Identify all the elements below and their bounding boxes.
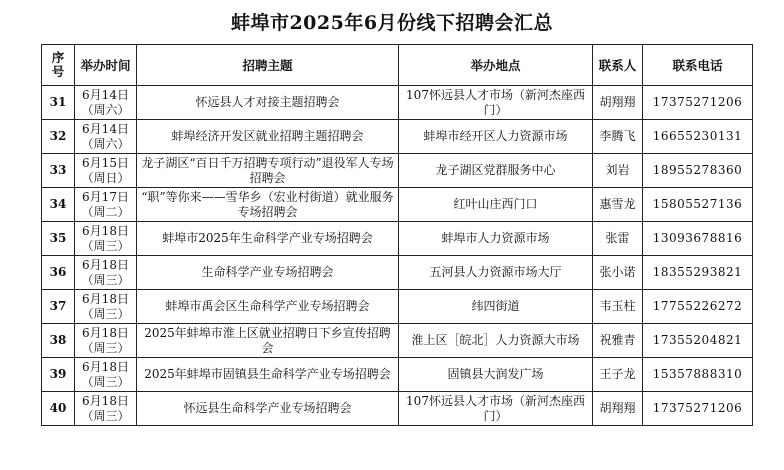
- row-number: 32: [42, 120, 75, 154]
- row-date-day: 6月15日: [82, 155, 129, 170]
- table-row: [42, 222, 753, 256]
- row-contact: 王子龙: [593, 358, 643, 392]
- row-number: 33: [42, 154, 75, 188]
- row-date-weekday: （周三）: [81, 374, 130, 389]
- row-topic: 蚌埠市禹会区生命科学产业专场招聘会: [137, 290, 399, 324]
- row-date-weekday: （周六）: [81, 136, 130, 151]
- row-date-weekday: （周三）: [81, 238, 130, 253]
- row-date-weekday: （周日）: [81, 170, 130, 185]
- row-topic: 怀远县生命科学产业专场招聘会: [137, 392, 399, 426]
- row-place: 红叶山庄西门口: [399, 188, 593, 222]
- header-phone: 联系电话: [643, 45, 753, 86]
- row-number: 31: [42, 86, 75, 120]
- table-row: [42, 392, 753, 426]
- row-phone: 16655230131: [643, 120, 753, 154]
- row-date-day: 6月18日: [82, 291, 129, 306]
- row-contact: 惠雪龙: [593, 188, 643, 222]
- row-contact: 胡翔翔: [593, 86, 643, 120]
- row-date-weekday: （周三）: [81, 340, 130, 355]
- table-row: [42, 256, 753, 290]
- row-number: 40: [42, 392, 75, 426]
- row-date: [75, 120, 137, 154]
- row-date: [75, 154, 137, 188]
- row-date-weekday: （周三）: [81, 306, 130, 321]
- row-topic: 蚌埠市2025年生命科学产业专场招聘会: [137, 222, 399, 256]
- row-place: 龙子湖区党群服务中心: [399, 154, 593, 188]
- row-phone: 15357888310: [643, 358, 753, 392]
- row-place: 蚌埠市人力资源市场: [399, 222, 593, 256]
- row-number: 39: [42, 358, 75, 392]
- row-topic: “职”等你来——雪华乡（宏业村街道）就业服务专场招聘会: [137, 188, 399, 222]
- header-contact: 联系人: [593, 45, 643, 86]
- row-date: [75, 188, 137, 222]
- row-phone: 15805527136: [643, 188, 753, 222]
- row-date-day: 6月18日: [82, 223, 129, 238]
- table-row: [42, 154, 753, 188]
- row-place: 淮上区［皖北］人力资源大市场: [399, 324, 593, 358]
- row-date-day: 6月14日: [82, 121, 129, 136]
- row-date: [75, 222, 137, 256]
- table-row: [42, 290, 753, 324]
- row-phone: 13093678816: [643, 222, 753, 256]
- row-topic: 2025年蚌埠市固镇县生命科学产业专场招聘会: [137, 358, 399, 392]
- row-date: [75, 392, 137, 426]
- table-row: [42, 358, 753, 392]
- job-fair-table: [41, 44, 753, 426]
- row-date-day: 6月18日: [82, 325, 129, 340]
- page-title: 蚌埠市2025年6月份线下招聘会汇总: [230, 12, 554, 34]
- row-phone: 18955278360: [643, 154, 753, 188]
- row-phone: 17375271206: [643, 392, 753, 426]
- row-number: 38: [42, 324, 75, 358]
- row-contact: 韦玉柱: [593, 290, 643, 324]
- row-number: 34: [42, 188, 75, 222]
- table-row: [42, 188, 753, 222]
- row-date-day: 6月18日: [82, 393, 129, 408]
- row-phone: 17375271206: [643, 86, 753, 120]
- row-date: [75, 256, 137, 290]
- row-place: 107怀远县人才市场（新河杰座西门）: [399, 392, 593, 426]
- row-place: 纬四街道: [399, 290, 593, 324]
- table-row: [42, 324, 753, 358]
- row-topic: 生命科学产业专场招聘会: [137, 256, 399, 290]
- row-date: [75, 324, 137, 358]
- row-topic: 龙子湖区“百日千万招聘专项行动”退役军人专场招聘会: [137, 154, 399, 188]
- row-contact: 张小诺: [593, 256, 643, 290]
- table-row: [42, 120, 753, 154]
- row-date-weekday: （周二）: [81, 204, 130, 219]
- row-number: 36: [42, 256, 75, 290]
- row-date-weekday: （周三）: [81, 408, 130, 423]
- row-topic: 怀远县人才对接主题招聘会: [137, 86, 399, 120]
- row-phone: 18355293821: [643, 256, 753, 290]
- header-date: 举办时间: [75, 45, 137, 86]
- row-date-day: 6月17日: [82, 189, 129, 204]
- row-topic: 2025年蚌埠市淮上区就业招聘日下乡宣传招聘会: [137, 324, 399, 358]
- row-date-day: 6月14日: [82, 87, 129, 102]
- row-number: 35: [42, 222, 75, 256]
- row-date-weekday: （周三）: [81, 272, 130, 287]
- table-body: [42, 86, 753, 426]
- header-no: [42, 45, 75, 86]
- row-date-day: 6月18日: [82, 257, 129, 272]
- header-topic: 招聘主题: [137, 45, 399, 86]
- row-contact: 刘岩: [593, 154, 643, 188]
- row-place: 107怀远县人才市场（新河杰座西门）: [399, 86, 593, 120]
- row-contact: 张雷: [593, 222, 643, 256]
- row-contact: 李腾飞: [593, 120, 643, 154]
- row-place: 蚌埠市经开区人力资源市场: [399, 120, 593, 154]
- row-place: 五河县人力资源市场大厅: [399, 256, 593, 290]
- row-contact: 胡翔翔: [593, 392, 643, 426]
- row-date-weekday: （周六）: [81, 102, 130, 117]
- header-no-label: 序号: [51, 50, 65, 79]
- row-topic: 蚌埠经济开发区就业招聘主题招聘会: [137, 120, 399, 154]
- table-header-row: [42, 45, 753, 86]
- row-date: [75, 86, 137, 120]
- row-place: 固镇县大润发广场: [399, 358, 593, 392]
- table-row: [42, 86, 753, 120]
- row-date-day: 6月18日: [82, 359, 129, 374]
- row-phone: 17755226272: [643, 290, 753, 324]
- row-contact: 祝雅青: [593, 324, 643, 358]
- row-number: 37: [42, 290, 75, 324]
- row-date: [75, 358, 137, 392]
- row-phone: 17355204821: [643, 324, 753, 358]
- row-date: [75, 290, 137, 324]
- header-place: 举办地点: [399, 45, 593, 86]
